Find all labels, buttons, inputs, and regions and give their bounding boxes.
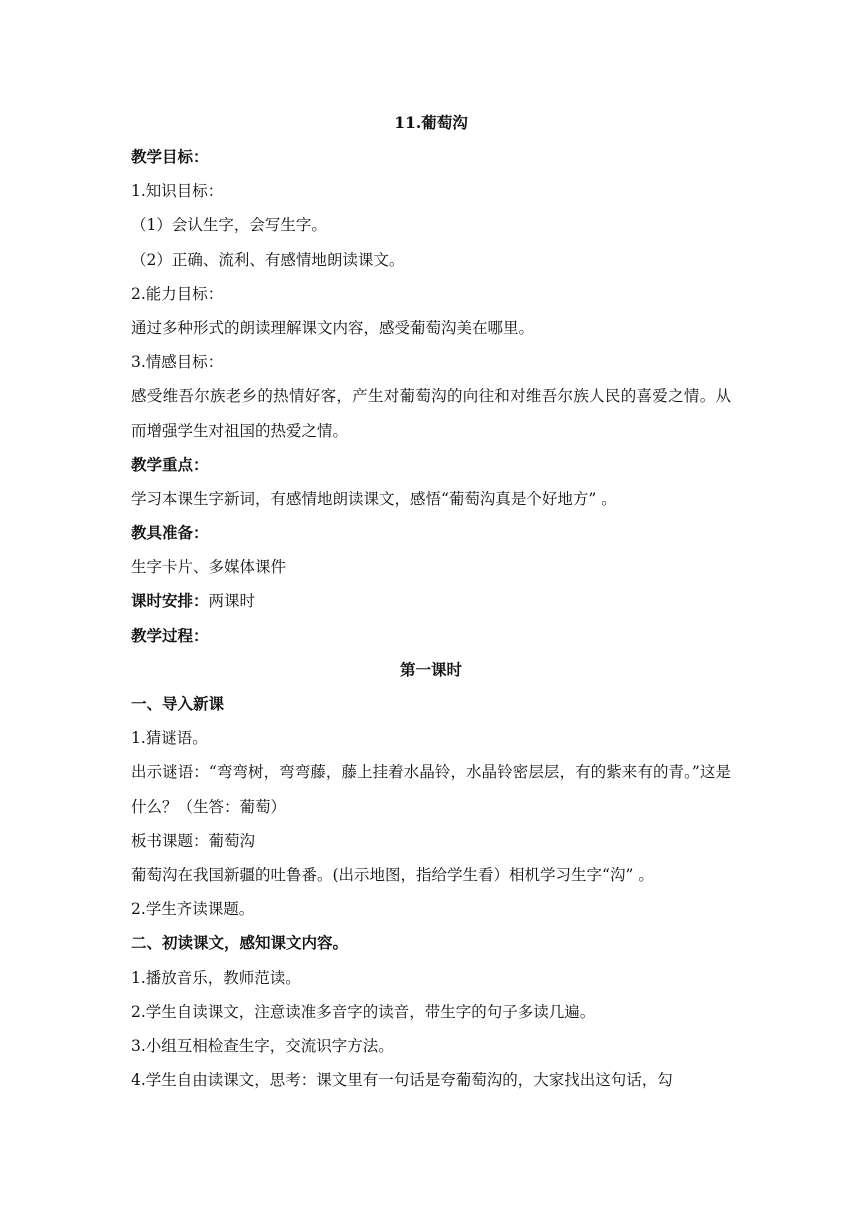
schedule-value: 两课时 [208, 592, 256, 611]
knowledge-item-1: （1）会认生字，会写生字。 [131, 216, 327, 235]
ability-goal: 2.能力目标： [131, 284, 224, 303]
schedule-label: 课时安排： [131, 591, 209, 611]
emotion-goal: 3.情感目标： [131, 353, 224, 372]
emotion-text: 感受维吾尔族老乡的热情好客，产生对葡萄沟的向往和对维吾尔族人民的喜爱之情。从而增强学生对祖国的热爱之情。 [131, 387, 731, 440]
riddle-text: 出示谜语：“弯弯树，弯弯藤，藤上挂着水晶铃，水晶铃密层层，有的紫来有的青。”这是什么？（生答：葡萄） [131, 763, 731, 816]
read-title-step: 2.学生齐读课题。 [131, 900, 255, 919]
goals-heading: 教学目标： [131, 147, 209, 166]
step-music: 1.播放音乐，教师范读。 [131, 968, 301, 987]
materials-heading: 教具准备： [131, 523, 209, 543]
focus-heading: 教学重点： [131, 454, 209, 474]
lesson-one-title: 第一课时 [399, 659, 462, 679]
knowledge-item-2: （2）正确、流利、有感情地朗读课文。 [131, 250, 405, 269]
section-one-heading: 一、导入新课 [131, 694, 225, 714]
location-text: 葡萄沟在我国新疆的吐鲁番。(出示地图，指给学生看）相机学习生字“沟” 。 [131, 866, 654, 884]
schedule-line [131, 584, 731, 618]
riddle-step: 1.猜谜语。 [131, 729, 208, 748]
step-self-read: 2.学生自读课文，注意读准多音字的读音，带生字的句子多读几遍。 [131, 1002, 596, 1021]
board-title: 板书课题：葡萄沟 [131, 831, 256, 850]
section-two-heading: 二、初读课文，感知课文内容。 [131, 933, 349, 953]
document-body [131, 108, 731, 1097]
ability-text: 通过多种形式的朗读理解课文内容，感受葡萄沟美在哪里。 [131, 318, 535, 337]
step-group-check: 3.小组互相检查生字，交流识字方法。 [131, 1036, 394, 1055]
knowledge-goal: 1.知识目标： [131, 182, 224, 201]
step-free-read: 4.学生自由读课文，思考：课文里有一句话是夸葡萄沟的，大家找出这句话，勾 [131, 1071, 673, 1090]
process-heading: 教学过程： [131, 625, 209, 645]
materials-text: 生字卡片、多媒体课件 [131, 558, 287, 577]
document-title: 11.葡萄沟 [394, 113, 468, 132]
focus-text: 学习本课生字新词，有感情地朗读课文，感悟“葡萄沟真是个好地方” 。 [131, 489, 617, 508]
